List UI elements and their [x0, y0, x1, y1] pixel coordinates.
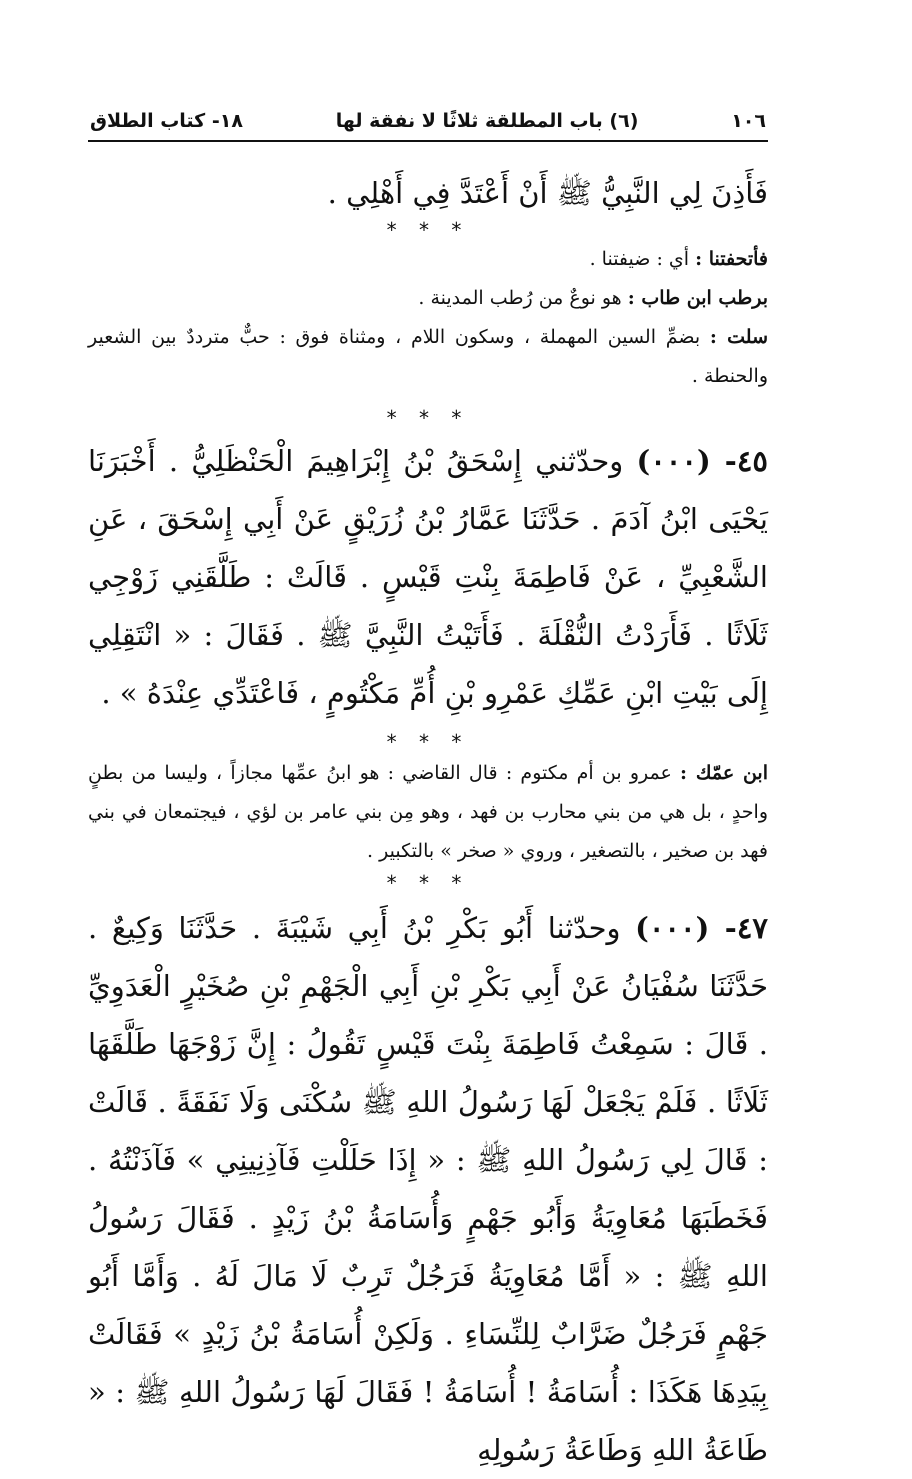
running-header [88, 108, 768, 142]
section-separator: * * * [386, 218, 470, 242]
footnote-text: أي : ضيفتنا . [589, 248, 696, 270]
hadith-number: ٤٧- (٠٠٠) [635, 911, 768, 945]
footnote [88, 754, 768, 871]
footnote-term: برطب ابن طاب : [627, 287, 768, 309]
section-separator: * * * [386, 871, 470, 895]
hadith-text: وحدّثنا أَبُو بَكْرِ بْنُ أَبِي شَيْبَةَ . حَدَّثَنَا وَكِيعٌ . حَدَّثَنَا سُفْيَانُ عَنْ أَبِي بَكْرِ بْنِ أَبِي الْجَهْمِ بْنِ صُخَيْرٍ الْعَدَوِيِّ . قَالَ : سَمِعْتُ فَاطِمَةَ بِنْتَ قَيْسٍ تَقُولُ : إِنَّ زَوْجَهَا طَلَّقَهَا ثَلَاثًا . فَلَمْ يَجْعَلْ لَهَا رَسُولُ اللهِ ﷺ سُكْنَى وَلَا نَفَقَةً . قَالَتْ : قَالَ لِي رَسُولُ اللهِ ﷺ : « إِذَا حَلَلْتِ فَآذِنِينِي » فَآذَنْتُهُ . فَخَطَبَهَا مُعَاوِيَةُ وَأَبُو جَهْمٍ وَأُسَامَةُ بْنُ زَيْدٍ . فَقَالَ رَسُولُ اللهِ ﷺ : « أَمَّا مُعَاوِيَةُ فَرَجُلٌ تَرِبٌ لَا مَالَ لَهُ . وَأَمَّا أَبُو جَهْمٍ فَرَجُلٌ ضَرَّابٌ لِلنِّسَاءِ . وَلَكِنْ أُسَامَةُ بْنُ زَيْدٍ » فَقَالَتْ بِيَدِهَا هَكَذَا : أُسَامَةُ ! أُسَامَةُ ! فَقَالَ لَهَا رَسُولُ اللهِ ﷺ : « طَاعَةُ اللهِ وَطَاعَةُ رَسُولِهِ [88, 911, 768, 1467]
footnote-term: ابن عمّك : [680, 762, 768, 784]
footnotes-block [88, 240, 768, 396]
footnote [88, 318, 768, 396]
footnote-term: فأتحفتنا : [695, 248, 768, 270]
book-page [88, 108, 768, 1479]
hadith-number: ٤٥- (٠٠٠) [636, 444, 768, 478]
book-title: ١٨- كتاب الطلاق [90, 110, 243, 132]
footnotes-block [88, 754, 768, 871]
hadith-45 [88, 432, 768, 722]
section-separator: * * * [386, 406, 470, 430]
hadith-47 [88, 899, 768, 1479]
footnote-text: عمرو بن أم مكتوم : قال القاضي : هو ابنُ عمِّها مجازاً ، وليسا من بطنٍ واحدٍ ، بل هي من بني محارب بن فهد ، وهو مِن بني عامر بن لؤي ، فيجتمعان في بني فهد بن صخير ، بالتصغير ، وروي « صخر » بالتكبير . [88, 762, 768, 862]
section-separator: * * * [386, 730, 470, 754]
footnote-text: هو نوعٌ من رُطب المدينة . [418, 287, 628, 309]
footnote-text: بضمِّ السين المهملة ، وسكون اللام ، ومثناة فوق : حبٌّ مترددٌ بين الشعير والحنطة . [88, 326, 768, 387]
footnote [88, 240, 768, 279]
hadith-text: وحدّثني إِسْحَقُ بْنُ إِبْرَاهِيمَ الْحَنْظَلِيُّ . أَخْبَرَنَا يَحْيَى ابْنُ آدَمَ . حَدَّثَنَا عَمَّارُ بْنُ زُرَيْقٍ عَنْ أَبِي إِسْحَقَ ، عَنِ الشَّعْبِيِّ ، عَنْ فَاطِمَةَ بِنْتِ قَيْسٍ . قَالَتْ : طَلَّقَنِي زَوْجِي ثَلَاثًا . فَأَرَدْتُ النُّقْلَةَ . فَأَتَيْتُ النَّبِيَّ ﷺ . فَقَالَ : « انْتَقِلِي إِلَى بَيْتِ ابْنِ عَمِّكِ عَمْرِو بْنِ أُمِّ مَكْتُومٍ ، فَاعْتَدِّي عِنْدَهُ » . [88, 444, 768, 710]
continuation-text: فَأَذِنَ لِي النَّبِيُّ ﷺ أَنْ أَعْتَدَّ فِي أَهْلِي . [327, 176, 768, 210]
footnote [88, 279, 768, 318]
chapter-title: (٦) باب المطلقة ثلاثًا لا نفقة لها [335, 110, 639, 132]
footnote-term: سلت : [709, 326, 768, 348]
page-number: ١٠٦ [731, 110, 766, 132]
